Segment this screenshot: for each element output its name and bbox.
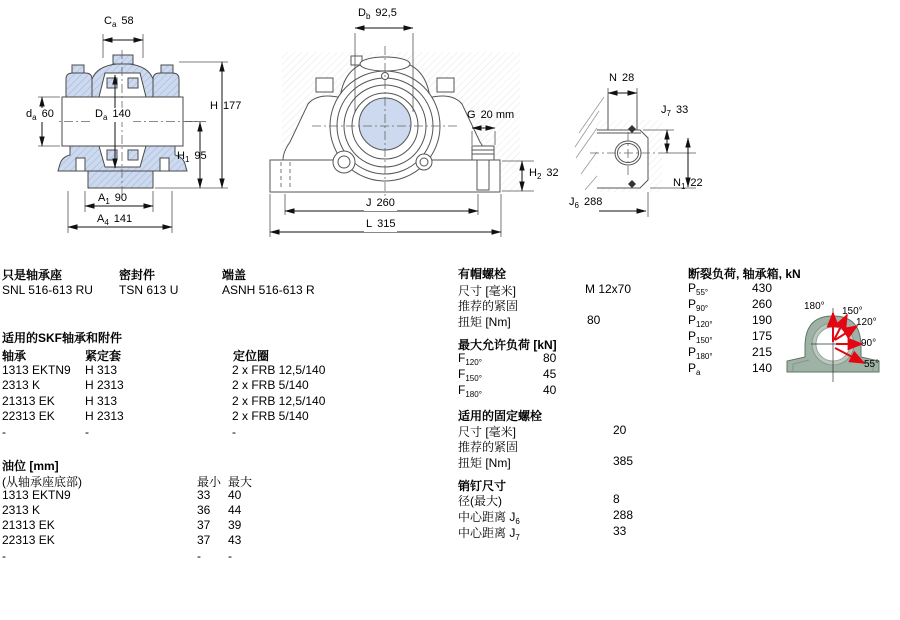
max-load-row-f180 — [458, 383, 482, 399]
g-stud-collar — [472, 146, 494, 160]
base-block — [88, 171, 153, 188]
col-header-max: 最大 — [228, 475, 253, 489]
dim-sub: a — [102, 113, 108, 122]
pin-label: 中心距离 J — [458, 510, 516, 524]
dim-base: L — [366, 218, 373, 230]
dim-base: H — [210, 100, 218, 112]
table-cell: 22313 EK — [2, 533, 55, 547]
dim-sub: 6 — [574, 201, 579, 210]
dim-label-a1 — [98, 192, 127, 206]
angle-label-150: 150° — [842, 306, 863, 317]
table-cell: 21313 EK — [2, 518, 55, 532]
pin-sub: 6 — [515, 517, 520, 526]
max-load-row-f150 — [458, 367, 482, 383]
dim-value: 20 mm — [480, 109, 515, 121]
dim-value: 22 — [690, 177, 703, 189]
p-sub: 55° — [696, 288, 709, 297]
dim-value: 33 — [675, 104, 689, 116]
dim-label-h2 — [529, 167, 559, 181]
cap-bolts-title: 有帽螺栓 — [458, 267, 507, 281]
dim-base: N — [673, 177, 681, 189]
breaking-load-row-pa — [688, 361, 700, 377]
dim-label-h1 — [177, 150, 207, 164]
max-load-value: 80 — [543, 351, 557, 365]
table-cell: 21313 EK — [2, 394, 55, 408]
dim-value: 28 — [621, 72, 635, 84]
table-cell: 36 — [197, 503, 211, 517]
dim-base: H — [529, 167, 537, 179]
table-cell: 37 — [197, 533, 211, 547]
breaking-load-value: 430 — [752, 281, 773, 295]
angle-label-120: 120° — [856, 317, 877, 328]
g-stud-shank — [477, 160, 489, 190]
breaking-load-value: 175 — [752, 329, 773, 343]
dim-value: 60 — [41, 108, 54, 120]
dim-value: 141 — [113, 213, 133, 225]
dim-value: 260 — [376, 197, 395, 209]
cap-bolts-torque-label-2: 扭矩 [Nm] — [458, 315, 511, 329]
pin-label: 径(最大) — [458, 494, 502, 508]
f-sub: 180° — [465, 390, 482, 399]
grease-nipple — [113, 55, 133, 64]
p-symbol: P — [688, 313, 697, 327]
p-sub: 90° — [696, 304, 709, 313]
dim-value: 140 — [112, 108, 131, 120]
p-symbol: P — [688, 329, 697, 343]
col-header-min: 最小 — [197, 475, 222, 489]
dim-value: 288 — [583, 196, 603, 208]
pin-j7-label — [458, 524, 520, 542]
dim-label-ca — [104, 15, 134, 29]
cap-bolts-size-value: M 12x70 — [585, 282, 632, 296]
table-cell: - — [2, 549, 6, 563]
table-cell: H 2313 — [85, 378, 124, 392]
fixing-bolts-torque-label-1: 推荐的紧固 — [458, 440, 519, 454]
p-symbol: P — [688, 361, 697, 375]
f-symbol: F — [458, 351, 466, 365]
breaking-load-row-p90 — [688, 297, 708, 313]
cap-bolts-torque-value: 80 — [587, 313, 601, 327]
dim-label-j — [364, 197, 397, 211]
breaking-load-value: 140 — [752, 361, 773, 375]
dim-sub: 2 — [536, 172, 542, 181]
table-cell: 2 x FRB 5/140 — [232, 409, 309, 423]
f-sub: 150° — [465, 374, 482, 383]
seal-title: 密封件 — [119, 268, 156, 282]
dim-sub: 4 — [104, 218, 109, 227]
table-cell: H 2313 — [85, 409, 124, 423]
table-cell: 2 x FRB 12,5/140 — [232, 363, 326, 377]
bearing-bottom — [99, 146, 146, 167]
dim-value: 315 — [377, 218, 396, 230]
col-header-sleeve: 紧定套 — [85, 349, 122, 363]
table-cell: 22313 EK — [2, 409, 55, 423]
table-cell: 2 x FRB 12,5/140 — [232, 394, 326, 408]
dim-base: N — [609, 72, 617, 84]
breaking-load-row-p150 — [688, 329, 713, 345]
dim-value: 95 — [194, 150, 207, 162]
foot-detail-view — [575, 95, 648, 190]
dim-sub: b — [365, 12, 371, 21]
pin-j6-value: 288 — [613, 508, 634, 522]
dim-base: D — [358, 7, 366, 19]
housing-title: 只是轴承座 — [2, 268, 63, 282]
dim-sub: 1 — [105, 197, 110, 206]
fixing-bolts-torque-value: 385 — [613, 454, 634, 468]
dim-sub: 1 — [680, 182, 686, 191]
table-cell: 33 — [197, 488, 211, 502]
f-symbol: F — [458, 383, 466, 397]
seal-designation: TSN 613 U — [119, 283, 179, 297]
p-sub: 120° — [696, 320, 713, 329]
dim-value: 32 — [546, 167, 559, 179]
pins-title: 销钉尺寸 — [458, 479, 507, 493]
max-load-row-f120 — [458, 351, 482, 367]
dim-value: 90 — [114, 192, 128, 204]
table-cell: H 313 — [85, 363, 118, 377]
dim-label-db — [356, 7, 399, 21]
oil-level-subtitle: (从轴承座底部) — [2, 475, 82, 489]
dim-label-a4 — [97, 213, 132, 227]
dim-base: d — [26, 108, 33, 120]
table-cell: 44 — [228, 503, 242, 517]
cap-bolts-size-label: 尺寸 [毫米] — [458, 284, 517, 298]
dim-value: 58 — [121, 15, 134, 27]
breaking-load-value: 215 — [752, 345, 773, 359]
dim-value: 92,5 — [375, 7, 397, 19]
dim-label-Da — [93, 108, 133, 122]
dim-label-da — [24, 108, 56, 122]
fixing-bolts-title: 适用的固定螺栓 — [458, 409, 543, 423]
cap-bolts-torque-label-1: 推荐的紧固 — [458, 299, 519, 313]
table-cell: H 313 — [85, 394, 118, 408]
dim-label-g — [467, 109, 514, 123]
dim-label-j6 — [569, 196, 602, 210]
breaking-load-value: 190 — [752, 313, 773, 327]
table-cell: 39 — [228, 518, 242, 532]
breaking-load-value: 260 — [752, 297, 773, 311]
dim-base: G — [467, 109, 476, 121]
f-symbol: F — [458, 367, 466, 381]
housing-designation: SNL 516-613 RU — [2, 283, 93, 297]
p-symbol: P — [688, 297, 697, 311]
dim-base: J — [661, 104, 667, 116]
table-cell: - — [232, 425, 236, 439]
table-cell: 2313 K — [2, 503, 41, 517]
fixing-bolts-size-label: 尺寸 [毫米] — [458, 425, 517, 439]
dim-base: J — [569, 196, 575, 208]
table-cell: 2 x FRB 5/140 — [232, 378, 309, 392]
dim-base: D — [95, 108, 103, 120]
dim-label-n — [609, 72, 634, 86]
dim-base: H — [177, 150, 185, 162]
breaking-load-title: 断裂负荷, 轴承箱, kN — [688, 267, 801, 281]
max-load-title: 最大允许负荷 [kN] — [458, 338, 557, 352]
dim-base: J — [366, 197, 372, 209]
dim-label-j7 — [661, 104, 688, 118]
dim-label-l — [364, 218, 397, 232]
bearing-top — [99, 73, 146, 97]
table-cell: 43 — [228, 533, 242, 547]
angle-label-55: 55° — [864, 359, 880, 370]
bearings-table-title: 适用的SKF轴承和附件 — [2, 331, 123, 345]
technical-drawings — [0, 0, 900, 255]
angle-label-180: 180° — [804, 301, 825, 312]
breaking-load-row-p55 — [688, 281, 708, 297]
dim-label-h — [210, 100, 241, 114]
dim-sub: a — [111, 20, 117, 29]
p-sub: a — [696, 368, 701, 377]
p-sub: 150° — [696, 336, 713, 345]
table-cell: 1313 EKTN9 — [2, 488, 71, 502]
left-boss — [66, 73, 92, 97]
breaking-load-row-p180 — [688, 345, 713, 361]
endcover-title: 端盖 — [222, 268, 247, 282]
table-cell: 1313 EKTN9 — [2, 363, 71, 377]
dim-sub: a — [32, 113, 37, 122]
p-symbol: P — [688, 281, 697, 295]
col-header-bearing: 轴承 — [2, 349, 27, 363]
max-load-value: 45 — [543, 367, 557, 381]
right-boss — [153, 73, 179, 97]
pin-diameter-value: 8 — [613, 492, 620, 506]
angle-label-90: 90° — [861, 338, 877, 349]
p-sub: 180° — [696, 352, 713, 361]
fixing-bolts-torque-label-2: 扭矩 [Nm] — [458, 456, 511, 470]
table-cell: - — [228, 549, 232, 563]
dim-base: A — [97, 213, 105, 225]
dim-sub: 1 — [184, 155, 190, 164]
table-cell: 2313 K — [2, 378, 41, 392]
table-cell: - — [2, 425, 6, 439]
table-cell: 40 — [228, 488, 242, 502]
dim-sub: 7 — [666, 109, 671, 118]
endcover-designation: ASNH 516-613 R — [222, 283, 315, 297]
dim-value: 177 — [222, 100, 242, 112]
dim-label-n1 — [673, 177, 703, 191]
oil-level-title: 油位 [mm] — [2, 459, 59, 473]
dim-base: A — [98, 192, 106, 204]
p-symbol: P — [688, 345, 697, 359]
breaking-load-row-p120 — [688, 313, 713, 329]
max-load-value: 40 — [543, 383, 557, 397]
fixing-bolts-size-value: 20 — [613, 423, 627, 437]
dim-base: C — [104, 15, 112, 27]
f-sub: 120° — [465, 358, 482, 367]
pin-j7-value: 33 — [613, 524, 627, 538]
pin-sub: 7 — [515, 533, 520, 542]
table-cell: 37 — [197, 518, 211, 532]
pin-label: 中心距离 J — [458, 526, 516, 540]
col-header-ring: 定位圈 — [233, 349, 270, 363]
table-cell: - — [197, 549, 201, 563]
table-cell: - — [85, 425, 89, 439]
